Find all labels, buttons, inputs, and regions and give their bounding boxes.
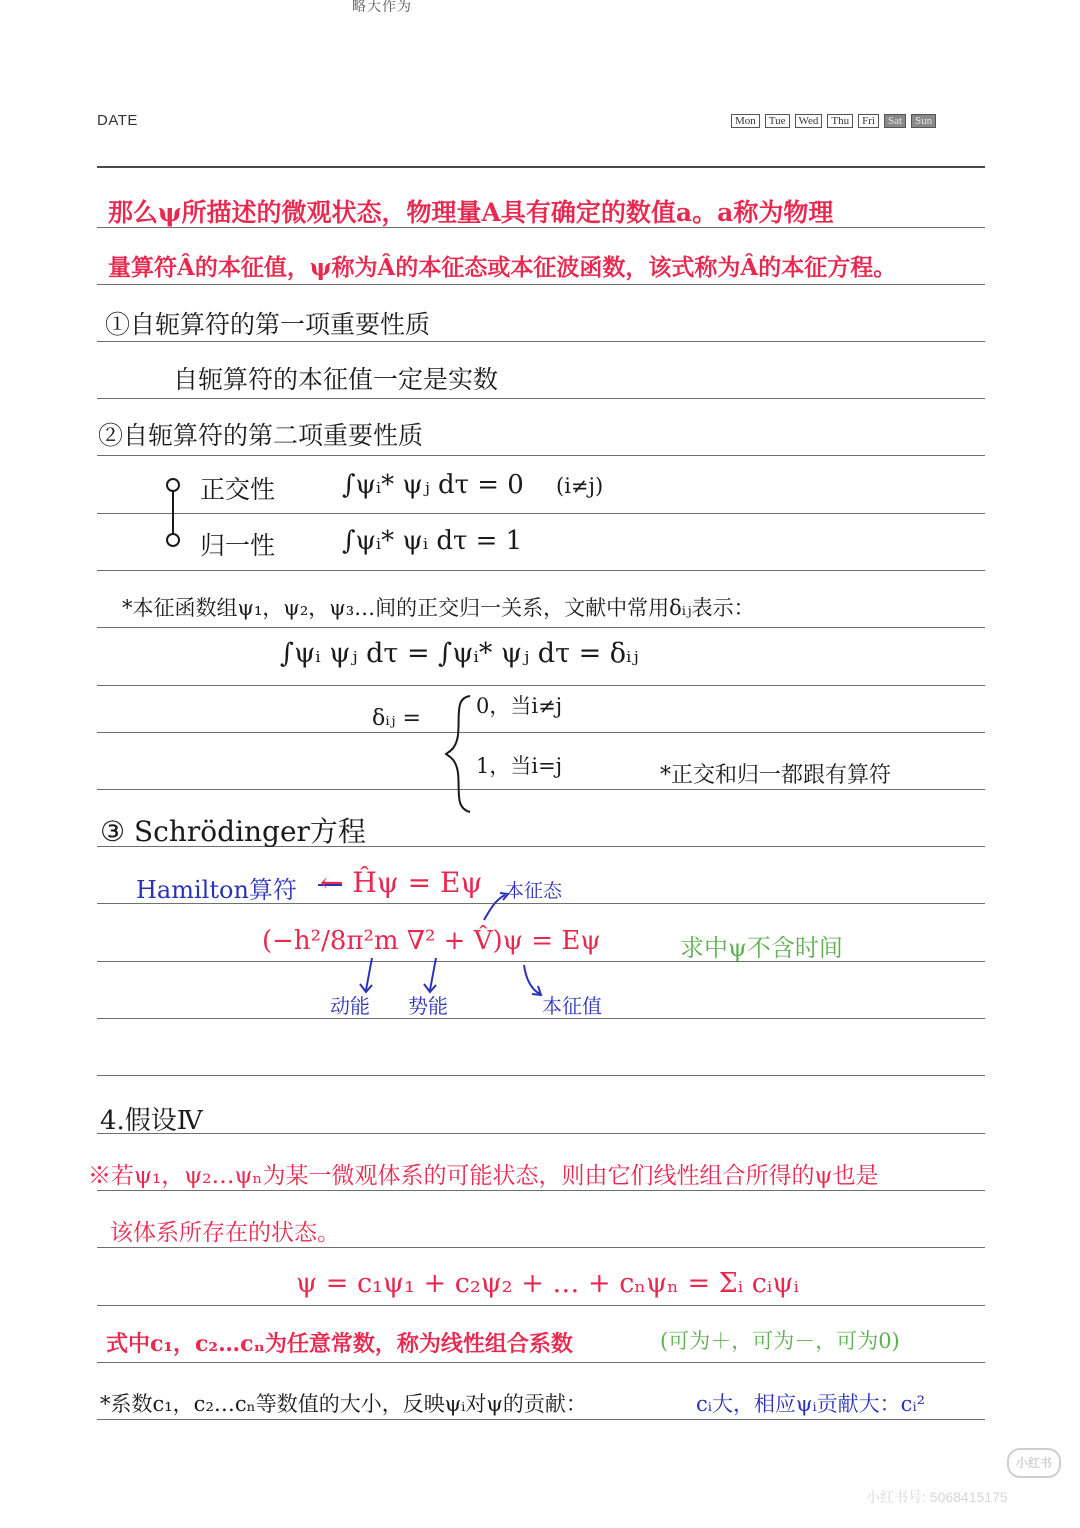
- delta-case-1: 1，当i=j: [476, 754, 563, 778]
- coefficient-magnitude-text: *系数c₁，c₂…cₙ等数值的大小，反映ψᵢ对ψ的贡献：: [100, 1392, 587, 1416]
- superposition-text-2: 该体系所存在的状态。: [110, 1220, 340, 1246]
- normalization-formula: ∫ψᵢ* ψᵢ dτ = 1: [342, 526, 523, 556]
- superposition-formula: ψ = c₁ψ₁ + c₂ψ₂ + … + cₙψₙ = Σᵢ cᵢψᵢ: [296, 1268, 799, 1299]
- normalization-label: 归一性: [200, 531, 276, 560]
- eigenvalue-label: 本征值: [542, 994, 602, 1018]
- property-heading-1: ①自轭算符的第一项重要性质: [105, 310, 431, 339]
- weekday-mon: Mon: [731, 114, 760, 128]
- schrodinger-equation: ← Ĥψ = Eψ: [320, 866, 483, 899]
- weekday-fri: Fri: [858, 114, 879, 128]
- delta-case-0: 0，当i≠j: [476, 694, 563, 718]
- delta-def-label: δᵢⱼ =: [372, 706, 421, 731]
- text-line-1: 那么ψ所描述的微观状态，物理量A具有确定的数值a。a称为物理: [108, 198, 834, 227]
- delta-note: *正交和归一都跟有算符: [660, 763, 892, 788]
- top-note: 略大作为: [352, 0, 412, 15]
- weekday-thu: Thu: [827, 114, 853, 128]
- coefficient-contribution-note: cᵢ大，相应ψᵢ贡献大：cᵢ²: [696, 1392, 926, 1416]
- orthogonality-label: 正交性: [200, 475, 276, 504]
- postulate-4-heading: 4.假设Ⅳ: [100, 1106, 203, 1136]
- time-independent-note: 求中ψ不含时间: [680, 934, 843, 962]
- eigenstate-label: 本征态: [505, 880, 563, 902]
- hamiltonian-expansion: (−h²/8π²m ∇² + V̂)ψ = Eψ: [262, 926, 601, 956]
- weekday-sun: Sun: [911, 114, 936, 128]
- hamilton-label: Hamilton算符: [136, 876, 297, 904]
- weekday-wed: Wed: [795, 114, 823, 128]
- watermark-id: 小红书号: 5068415175: [866, 1489, 1008, 1505]
- property-text-1: 自轭算符的本征值一定是实数: [173, 365, 499, 394]
- schrodinger-heading: ③ Schrödinger方程: [100, 815, 366, 848]
- coefficients-text: 式中c₁，c₂…cₙ为任意常数，称为线性组合系数: [106, 1331, 573, 1357]
- coefficients-sign-note: (可为＋，可为－，可为0): [660, 1329, 900, 1353]
- superposition-text-1: ※若ψ₁，ψ₂…ψₙ为某一微观体系的可能状态，则由它们线性组合所得的ψ也是: [88, 1163, 879, 1189]
- orthogonality-formula: ∫ψᵢ* ψⱼ dτ = 0: [342, 470, 524, 500]
- xiaohongshu-logo: 小红书: [1007, 1448, 1061, 1478]
- orthogonality-condition: (i≠j): [556, 474, 604, 498]
- potential-energy-label: 势能: [408, 994, 448, 1018]
- weekday-sat: Sat: [884, 114, 906, 128]
- kinetic-energy-label: 动能: [330, 994, 370, 1018]
- property-heading-2: ②自轭算符的第二项重要性质: [98, 421, 424, 450]
- delta-formula: ∫ψᵢ ψⱼ dτ = ∫ψᵢ* ψⱼ dτ = δᵢⱼ: [280, 638, 639, 669]
- date-label: DATE: [97, 112, 138, 129]
- note-delta-relation: *本征函数组ψ₁，ψ₂，ψ₃…间的正交归一关系，文献中常用δᵢⱼ表示：: [122, 596, 755, 620]
- text-line-2: 量算符Â的本征值，ψ称为Â的本征态或本征波函数，该式称为Â的本征方程。: [108, 254, 897, 281]
- weekday-tue: Tue: [765, 114, 790, 128]
